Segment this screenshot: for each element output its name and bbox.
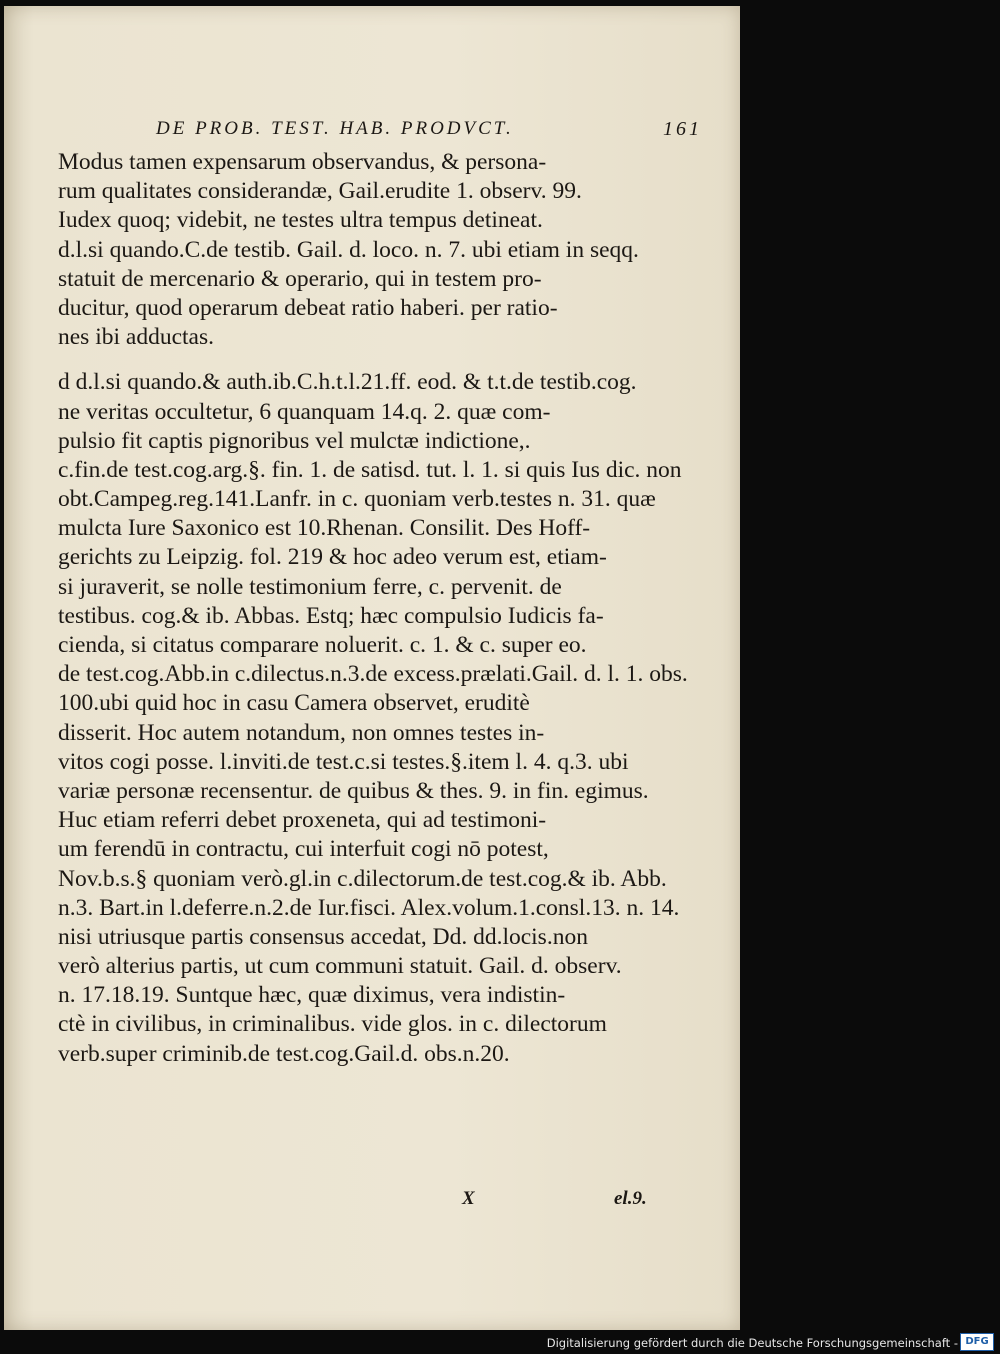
text-line: testibus. cog.& ib. Abbas. Estq; hæc compulsio Iudicis fa- [58,602,604,629]
note-paragraph [58,368,698,1069]
running-title: DE PROB. TEST. HAB. PRODVCT. [156,118,514,139]
text-line: nes ibi adductas. [58,324,214,351]
text-line: um ferendū in contractu, cui interfuit cogi nō potest, [58,836,549,863]
signature-mark: X [462,1188,475,1209]
folio-number: 161 [663,118,702,140]
dfg-logo [960,1333,994,1351]
text-line: pulsio fit captis pignoribus vel mulctæ indictione,. [58,427,531,454]
text-line: Huc etiam referri debet proxeneta, qui ad testimoni- [58,807,547,834]
text-line: ducitur, quod operarum debeat ratio haberi. per ratio- [58,294,558,321]
text-line: d.l.si quando.C.de testib. Gail. d. loco. n. 7. ubi etiam in seqq. [58,236,639,263]
text-line: mulcta Iure Saxonico est 10.Rhenan. Consilit. Des Hoff- [58,515,591,542]
text-line: verb.super criminib.de test.cog.Gail.d. obs.n.20. [58,1040,510,1067]
text-line: Nov.b.s.§ quoniam verò.gl.in c.dilectorum.de test.cog.& ib. Abb. [58,865,667,892]
text-line: c.fin.de test.cog.arg.§. fin. 1. de satisd. tut. l. 1. si quis Ius dic. non [58,456,682,483]
text-line: d d.l.si quando.& auth.ib.C.h.t.l.21.ff. eod. & t.t.de testib.cog. [58,369,637,396]
text-line: statuit de mercenario & operario, qui in testem pro- [58,265,542,292]
text-line: gerichts zu Leipzig. fol. 219 & hoc adeo verum est, etiam- [58,544,607,571]
credit-bar [0,1330,1000,1354]
body-paragraph [58,148,698,352]
digitization-credit: Digitalisierung gefördert durch die Deutsche Forschungsgemeinschaft - [546,1336,958,1350]
text-line: obt.Campeg.reg.141.Lanfr. in c. quoniam verb.testes n. 31. quæ [58,486,656,513]
text-line: ne veritas occultetur, 6 quanquam 14.q. 2. quæ com- [58,398,551,425]
text-line: variæ personæ recensentur. de quibus & thes. 9. in fin. egimus. [58,777,649,804]
text-line: verò alterius partis, ut cum communi statuit. Gail. d. observ. [58,953,622,980]
text-line: ctè in civilibus, in criminalibus. vide glos. in c. dilectorum [58,1011,607,1038]
text-line: cienda, si citatus comparare noluerit. c. 1. & c. super eo. [58,632,587,658]
text-line: 100.ubi quid hoc in casu Camera observet, eruditè [58,690,530,717]
text-line: si juraverit, se nolle testimonium ferre, c. pervenit. de [58,573,562,600]
text-line: de test.cog.Abb.in c.dilectus.n.3.de excess.prælati.Gail. d. l. 1. obs. [58,661,688,688]
scanned-page [4,6,740,1330]
text-line: Iudex quoq; videbit, ne testes ultra tempus detineat. [58,207,543,234]
text-line: nisi utriusque partis consensus accedat, Dd. dd.locis.non [58,923,588,950]
text-line: n. 17.18.19. Suntque hæc, quæ diximus, vera indistin- [58,982,566,1009]
dfg-logo-text: DFG [965,1336,989,1347]
text-line: Modus tamen expensarum observandus, & persona- [58,149,547,175]
text-line: vitos cogi posse. l.inviti.de test.c.si testes.§.item l. 4. q.3. ubi [58,748,629,775]
text-line: disserit. Hoc autem notandum, non omnes testes in- [58,719,545,746]
paragraph-gap [58,352,698,368]
page-text-block [58,114,702,1209]
page-footer [58,1188,698,1218]
text-line: rum qualitates considerandæ, Gail.erudite 1. observ. 99. [58,178,582,205]
text-line: n.3. Bart.in l.deferre.n.2.de Iur.fisci. Alex.volum.1.consl.13. n. 14. [58,894,680,921]
catchword: el.9. [614,1188,647,1209]
running-head [58,114,702,148]
